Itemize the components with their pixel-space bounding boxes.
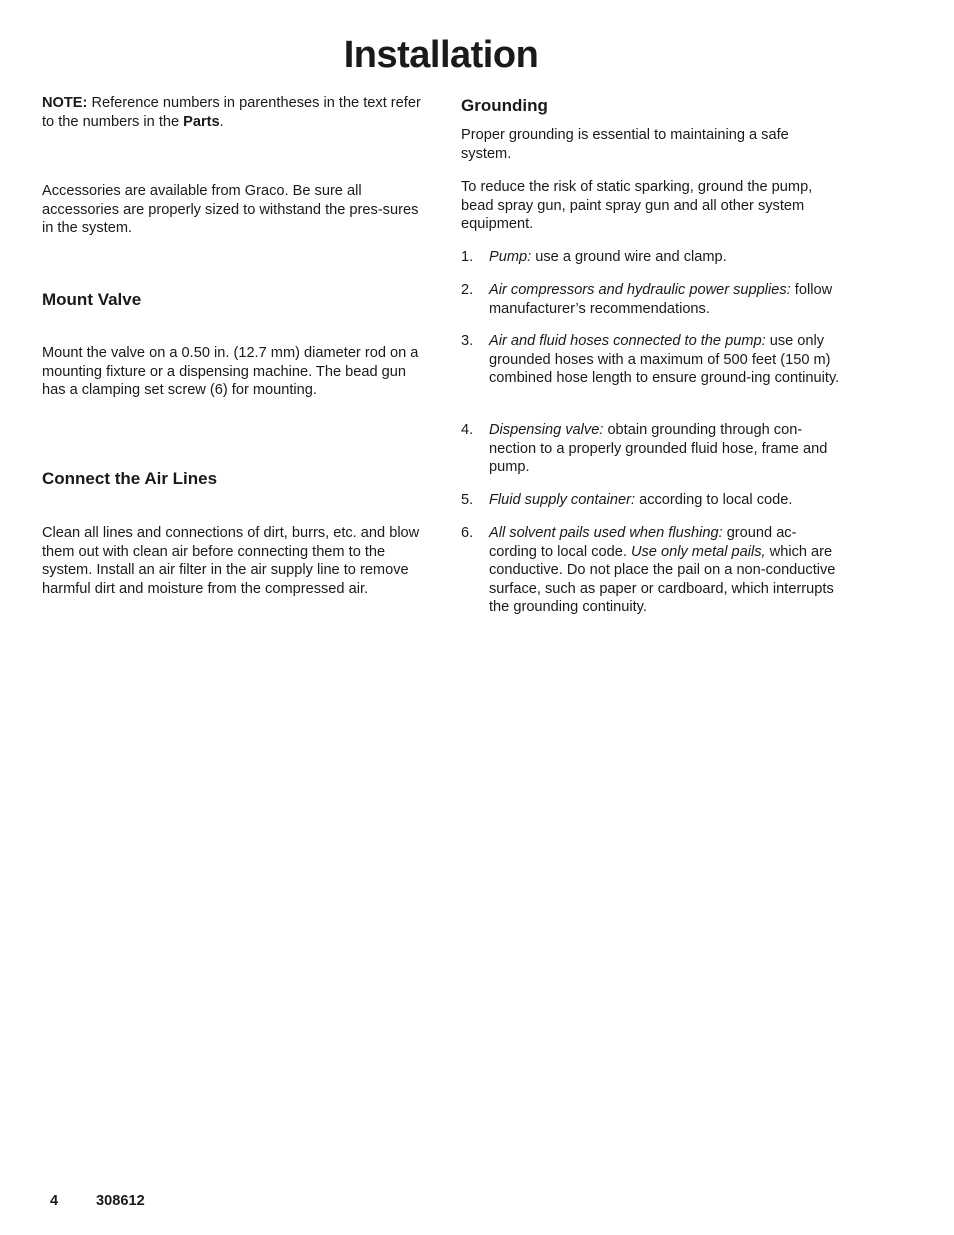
page-title: Installation — [343, 34, 539, 76]
connect-air-lines-paragraph: Clean all lines and connections of dirt, burrs, etc. and blow them out with clean air before connecting them to the system. Install an air filter in the air supply line to remove harmful dirt and moisture from the compressed air. — [42, 525, 420, 597]
list-number: 5. — [461, 492, 474, 508]
list-number: 2. — [461, 282, 474, 298]
list-number: 6. — [461, 525, 474, 541]
note-end: . — [219, 113, 224, 130]
note-parts-ref: Parts — [183, 113, 220, 130]
note-paragraph — [42, 94, 430, 131]
list-number: 4. — [461, 422, 474, 438]
list-number: 1. — [461, 249, 474, 265]
list-text: Air and fluid hoses connected to the pump: use only grounded hoses with a maximum of 500 feet (150 m) combined hose length to ensure ground-ing continuity. — [489, 333, 840, 387]
list-text: Fluid supply container: according to local code. — [489, 492, 793, 508]
page-number: 4 — [50, 1193, 59, 1209]
grounding-intro: Proper grounding is essential to maintaining a safe system. — [461, 127, 789, 162]
accessories-paragraph: Accessories are available from Graco. Be sure all accessories are properly sized to withstand the pres-sures in the system. — [42, 183, 419, 237]
list-text: Pump: use a ground wire and clamp. — [489, 249, 727, 265]
grounding-heading: Grounding — [461, 96, 548, 115]
grounding-static-paragraph: To reduce the risk of static sparking, ground the pump, bead spray gun, paint spray gun and all other system equipment. — [461, 179, 813, 233]
mount-valve-paragraph: Mount the valve on a 0.50 in. (12.7 mm) diameter rod on a mounting fixture or a dispensing machine. The bead gun has a clamping set screw (6) for mounting. — [42, 345, 419, 399]
document-number: 308612 — [96, 1193, 145, 1209]
note-label: NOTE: — [42, 95, 88, 111]
note-text: Reference numbers in parentheses in the text refer to the numbers in the — [42, 95, 421, 130]
list-text: All solvent pails used when flushing: ground ac-cording to local code. Use only metal pails, which are conductive. Do not place the pail on a non-conductive surface, such as paper or cardboard, which interrupts the grounding continuity. — [489, 525, 836, 616]
list-text: Dispensing valve: obtain grounding through con-nection to a properly grounded fluid hose, frame and pump. — [489, 422, 828, 476]
connect-air-lines-heading: Connect the Air Lines — [42, 469, 218, 488]
mount-valve-heading: Mount Valve — [42, 290, 142, 309]
list-number: 3. — [461, 333, 474, 349]
list-text: Air compressors and hydraulic power supplies: follow manufacturer’s recommendations. — [489, 282, 833, 317]
